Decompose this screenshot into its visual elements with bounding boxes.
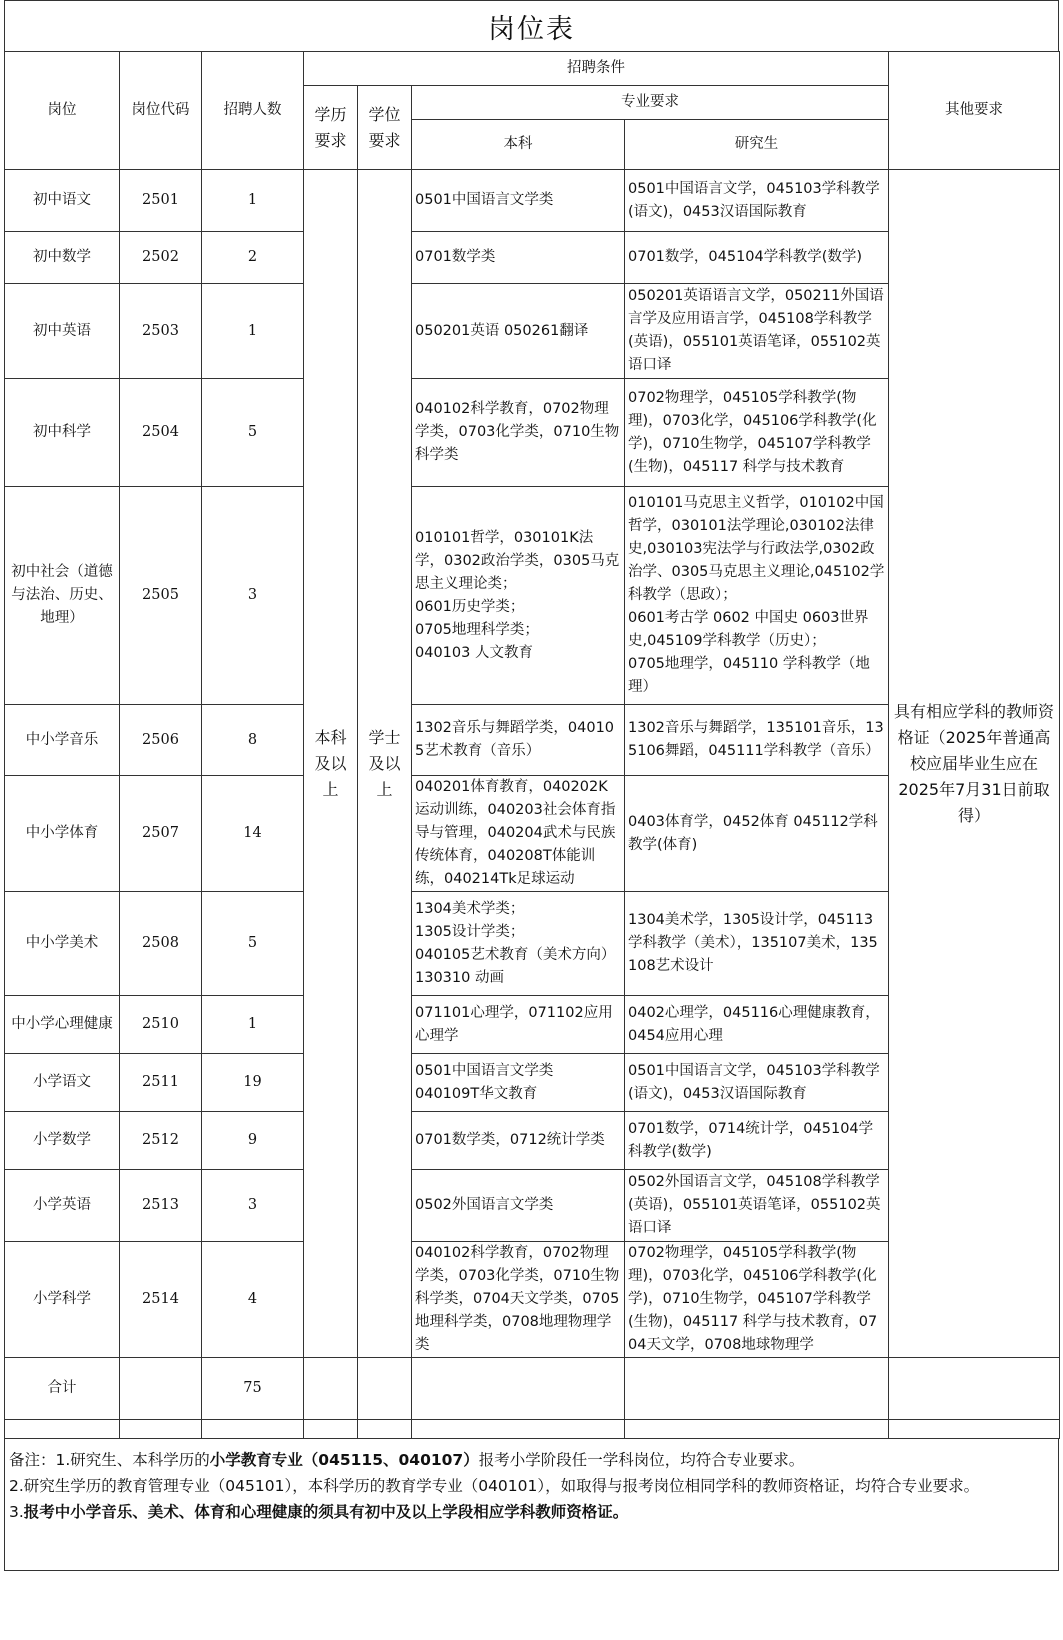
graduate-major: 0403体育学，0452体育 045112学科教学(体育) xyxy=(625,776,889,892)
position-name: 小学语文 xyxy=(5,1054,120,1112)
undergrad-major: 0501中国语言文学类 xyxy=(412,170,625,232)
spacer-cell xyxy=(5,1420,120,1439)
recruit-count: 3 xyxy=(202,487,304,705)
graduate-major: 0501中国语言文学，045103学科教学(语文)，0453汉语国际教育 xyxy=(625,1054,889,1112)
page-title: 岗位表 xyxy=(4,0,1059,51)
graduate-major: 1302音乐与舞蹈学，135101音乐，135106舞蹈，045111学科教学（音乐） xyxy=(625,705,889,776)
undergrad-major: 040102科学教育，0702物理学类，0703化学类，0710生物科学类，0704天文学类，0705地理科学类，0708地理物理学类 xyxy=(412,1242,625,1358)
position-name: 小学数学 xyxy=(5,1112,120,1170)
position-code: 2505 xyxy=(120,487,202,705)
position-code: 2507 xyxy=(120,776,202,892)
position-name: 初中数学 xyxy=(5,232,120,284)
position-code: 2504 xyxy=(120,379,202,487)
spacer-cell xyxy=(358,1420,412,1439)
position-code: 2511 xyxy=(120,1054,202,1112)
undergrad-major: 1302音乐与舞蹈学类，040105艺术教育（音乐） xyxy=(412,705,625,776)
position-code: 2510 xyxy=(120,996,202,1054)
total-count: 75 xyxy=(202,1358,304,1420)
graduate-major: 0702物理学，045105学科教学(物理)，0703化学，045106学科教学(化学)，0710生物学，045107学科教学(生物)，045117 科学与技术教育，0704天文学，0708地球物理学 xyxy=(625,1242,889,1358)
graduate-major: 1304美术学，1305设计学，045113学科教学（美术），135107美术，135108艺术设计 xyxy=(625,892,889,996)
header-undergrad: 本科 xyxy=(412,120,625,170)
position-name: 初中社会（道德与法治、历史、地理） xyxy=(5,487,120,705)
position-name: 初中英语 xyxy=(5,284,120,379)
header-row-1 xyxy=(5,52,1060,86)
header-education: 学历要求 xyxy=(304,86,358,170)
position-name: 中小学心理健康 xyxy=(5,996,120,1054)
undergrad-major: 010101哲学，030101K法学，0302政治学类，0305马克思主义理论类； 0601历史学类； 0705地理科学类； 040103 人文教育 xyxy=(412,487,625,705)
spacer-cell xyxy=(412,1420,625,1439)
header-position: 岗位 xyxy=(5,52,120,170)
undergrad-major: 0701数学类，0712统计学类 xyxy=(412,1112,625,1170)
undergrad-major: 0501中国语言文学类 040109T华文教育 xyxy=(412,1054,625,1112)
undergrad-major: 040201体育教育，040202K运动训练，040203社会体育指导与管理，040204武术与民族传统体育，040208T体能训练，040214Tk足球运动 xyxy=(412,776,625,892)
position-name: 中小学美术 xyxy=(5,892,120,996)
header-other: 其他要求 xyxy=(889,52,1060,170)
recruit-count: 14 xyxy=(202,776,304,892)
total-empty-cell xyxy=(889,1358,1060,1420)
position-code: 2506 xyxy=(120,705,202,776)
position-name: 小学英语 xyxy=(5,1170,120,1242)
header-major: 专业要求 xyxy=(412,86,889,120)
total-empty-cell xyxy=(304,1358,358,1420)
position-name: 初中语文 xyxy=(5,170,120,232)
position-name: 中小学体育 xyxy=(5,776,120,892)
education-requirement-text: 本科及以上 xyxy=(314,727,347,799)
recruit-count: 5 xyxy=(202,379,304,487)
recruit-count: 1 xyxy=(202,170,304,232)
recruit-count: 1 xyxy=(202,996,304,1054)
header-count: 招聘人数 xyxy=(202,52,304,170)
position-code: 2508 xyxy=(120,892,202,996)
graduate-major: 0701数学，045104学科教学(数学) xyxy=(625,232,889,284)
spacer-cell xyxy=(120,1420,202,1439)
other-requirement: 具有相应学科的教师资格证（2025年普通高校应届毕业生应在2025年7月31日前取得） xyxy=(889,170,1060,1358)
graduate-major: 0701数学，0714统计学，045104学科教学(数学) xyxy=(625,1112,889,1170)
header-graduate: 研究生 xyxy=(625,120,889,170)
job-table xyxy=(4,51,1060,1439)
recruit-count: 8 xyxy=(202,705,304,776)
recruit-count: 1 xyxy=(202,284,304,379)
position-name: 小学科学 xyxy=(5,1242,120,1358)
graduate-major: 0502外国语言文学，045108学科教学(英语)，055101英语笔译，055102英语口译 xyxy=(625,1170,889,1242)
undergrad-major: 040102科学教育，0702物理学类，0703化学类，0710生物科学类 xyxy=(412,379,625,487)
position-code: 2501 xyxy=(120,170,202,232)
degree-requirement xyxy=(358,170,412,1358)
position-code: 2502 xyxy=(120,232,202,284)
position-name: 初中科学 xyxy=(5,379,120,487)
total-row xyxy=(5,1358,1060,1420)
header-code: 岗位代码 xyxy=(120,52,202,170)
graduate-major: 0402心理学，045116心理健康教育，0454应用心理 xyxy=(625,996,889,1054)
position-code: 2512 xyxy=(120,1112,202,1170)
notes-section xyxy=(4,1439,1059,1571)
table-row xyxy=(5,170,1060,232)
recruit-count: 9 xyxy=(202,1112,304,1170)
recruit-count: 3 xyxy=(202,1170,304,1242)
position-code: 2503 xyxy=(120,284,202,379)
total-code-empty xyxy=(120,1358,202,1420)
total-empty-cell xyxy=(412,1358,625,1420)
degree-requirement-text: 学士及以上 xyxy=(368,727,401,799)
header-conditions: 招聘条件 xyxy=(304,52,889,86)
spacer-cell xyxy=(625,1420,889,1439)
job-table-sheet xyxy=(4,0,1059,1571)
total-empty-cell xyxy=(358,1358,412,1420)
undergrad-major: 0701数学类 xyxy=(412,232,625,284)
position-code: 2514 xyxy=(120,1242,202,1358)
undergrad-major: 1304美术学类； 1305设计学类； 040105艺术教育（美术方向） 130310 动画 xyxy=(412,892,625,996)
undergrad-major: 050201英语 050261翻译 xyxy=(412,284,625,379)
spacer-row xyxy=(5,1420,1060,1439)
undergrad-major: 071101心理学，071102应用心理学 xyxy=(412,996,625,1054)
graduate-major: 010101马克思主义哲学，010102中国哲学，030101法学理论,030102法律史,030103宪法学与行政法学,0302政治学、0305马克思主义理论,045102学科教学（思政）； 0601考古学 0602 中国史 0603世界史,045109学科教学（历史）； 0705地理学，045110 学科教学（地理） xyxy=(625,487,889,705)
recruit-count: 19 xyxy=(202,1054,304,1112)
recruit-count: 5 xyxy=(202,892,304,996)
note-3: 3.报考中小学音乐、美术、体育和心理健康的须具有初中及以上学段相应学科教师资格证。 xyxy=(9,1503,629,1521)
graduate-major: 0702物理学，045105学科教学(物理)，0703化学，045106学科教学(化学)，0710生物学，045107学科教学(生物)，045117 科学与技术教育 xyxy=(625,379,889,487)
note-1: 备注：1.研究生、本科学历的小学教育专业（045115、040107）报考小学阶段任一学科岗位，均符合专业要求。 xyxy=(9,1451,805,1469)
education-requirement xyxy=(304,170,358,1358)
recruit-count: 2 xyxy=(202,232,304,284)
position-name: 中小学音乐 xyxy=(5,705,120,776)
graduate-major: 050201英语语言文学，050211外国语言学及应用语言学，045108学科教学(英语)，055101英语笔译，055102英语口译 xyxy=(625,284,889,379)
spacer-cell xyxy=(889,1420,1060,1439)
total-label: 合计 xyxy=(5,1358,120,1420)
spacer-cell xyxy=(304,1420,358,1439)
total-empty-cell xyxy=(625,1358,889,1420)
graduate-major: 0501中国语言文学，045103学科教学(语文)，0453汉语国际教育 xyxy=(625,170,889,232)
undergrad-major: 0502外国语言文学类 xyxy=(412,1170,625,1242)
position-code: 2513 xyxy=(120,1170,202,1242)
spacer-cell xyxy=(202,1420,304,1439)
recruit-count: 4 xyxy=(202,1242,304,1358)
note-2: 2.研究生学历的教育管理专业（045101），本科学历的教育学专业（040101），如取得与报考岗位相同学科的教师资格证，均符合专业要求。 xyxy=(9,1477,980,1495)
header-degree: 学位要求 xyxy=(358,86,412,170)
